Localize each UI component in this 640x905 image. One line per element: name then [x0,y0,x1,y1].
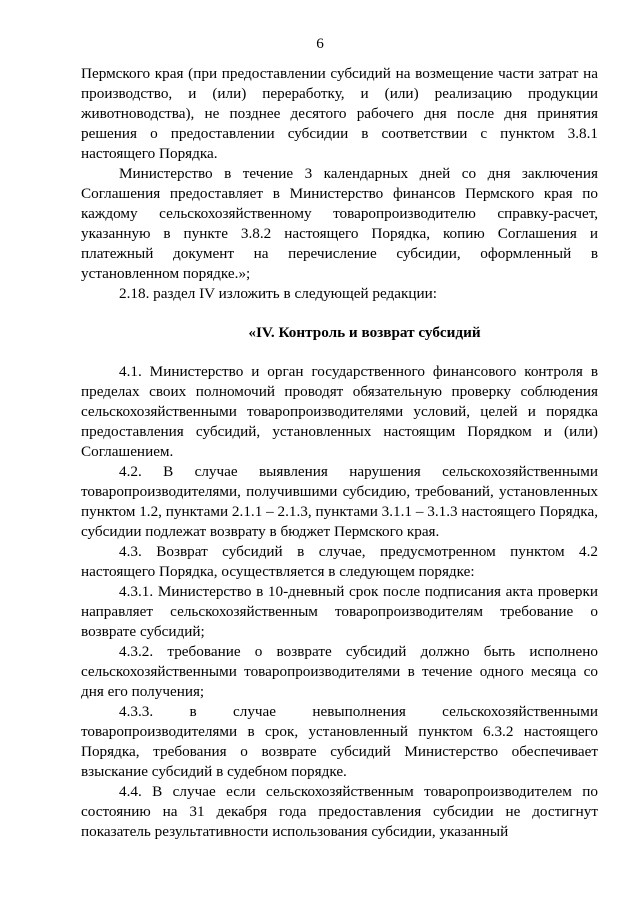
paragraph-4-4: 4.4. В случае если сельскохозяйственным товаропроизводителем по состоянию на 31 декабря года предоставления субсидии не достигнут показатель результативности использования субсидии, указанный [81,783,598,840]
paragraph-ministry-term: Министерство в течение 3 календарных дней со дня заключения Соглашения предоставляет в Министерство финансов Пермского края по каждому сельскохозяйственному товаропроизводителю справку-расчет, указанную в пункте 3.8.2 настоящего Порядка, копию Соглашения и платежный документ на перечисление субсидии, оформленный в установленном порядке.»; [81,165,598,282]
paragraph-4-3-1: 4.3.1. Министерство в 10-дневный срок после подписания акта проверки направляет сельскохозяйственным товаропроизводителям требование о возврате субсидий; [81,583,598,640]
paragraph-2-18: 2.18. раздел IV изложить в следующей редакции: [119,285,437,302]
paragraph-4-3-2: 4.3.2. требование о возврате субсидий должно быть исполнено сельскохозяйственными товаропроизводителями в течение одного месяца со дня его получения; [81,643,598,700]
paragraph-continuation: Пермского края (при предоставлении субсидий на возмещение части затрат на производство, и (или) переработку, и (или) реализацию продукции животноводства), не позднее десятого рабочего дня после дня принятия решения о предоставлении субсидии в соответствии с пунктом 3.8.1 настоящего Порядка. [81,65,598,162]
paragraph-4-2: 4.2. В случае выявления нарушения сельскохозяйственными товаропроизводителями, получившими субсидию, требований, установленных пунктом 1.2, пунктами 2.1.1 – 2.1.3, пунктами 3.1.1 – 3.1.3 настоящего Порядка, субсидии подлежат возврату в бюджет Пермского края. [81,463,598,540]
page-number: 6 [316,35,324,52]
section-heading: «IV. Контроль и возврат субсидий [248,324,481,341]
paragraph-4-1: 4.1. Министерство и орган государственного финансового контроля в пределах своих полномочий проводят обязательную проверку соблюдения сельскохозяйственными товаропроизводителями условий, целей и порядка предоставления субсидий, установленных настоящим Порядком и (или) Соглашением. [81,363,598,460]
paragraph-4-3-3: 4.3.3. в случае невыполнения сельскохозяйственными товаропроизводителями в срок, установленный пунктом 6.3.2 настоящего Порядка, требования о возврате субсидий Министерство обеспечивает взыскание субсидий в судебном порядке. [81,703,598,780]
paragraph-4-3: 4.3. Возврат субсидий в случае, предусмотренном пунктом 4.2 настоящего Порядка, осуществляется в следующем порядке: [81,543,598,580]
document-body [81,64,598,842]
